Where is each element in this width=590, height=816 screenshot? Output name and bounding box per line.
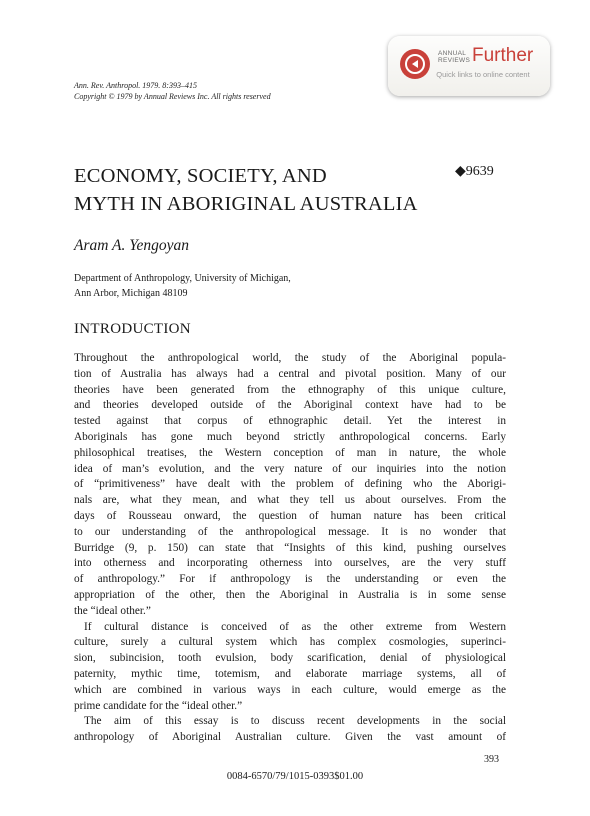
- body-line: culture, surely a cultural system which has complex cosmologies, superinci-: [74, 636, 506, 649]
- footer-code: 0084-6570/79/1015-0393$01.00: [226, 771, 364, 782]
- body-line: Burridge (9, p. 150) can state that “Insights of this kind, pushing ourselves: [74, 541, 506, 554]
- author-affiliation: [74, 271, 291, 301]
- body-line: prime candidate for the “ideal other.”: [74, 699, 243, 712]
- body-line: to our understanding of the anthropological message. It is no wonder that: [74, 525, 506, 538]
- copyright-line: Copyright © 1979 by Annual Reviews Inc. All rights reserved: [74, 92, 271, 101]
- annual-reviews-further-badge[interactable]: [388, 36, 550, 96]
- affiliation-line-2: Ann Arbor, Michigan 48109: [74, 288, 188, 299]
- body-line: appropriation of the other, then the Aboriginal in Australia is in some sense: [74, 588, 506, 601]
- badge-reviews-text: REVIEWS: [438, 57, 471, 64]
- body-line: Throughout the anthropological world, the study of the Aboriginal popula-: [74, 352, 506, 364]
- body-line: of “primitiveness” have dealt with the problem of defining who the Aborigi-: [74, 478, 506, 491]
- article-title: [74, 162, 418, 218]
- body-line: into otherness and incorporating otherness into ourselves, are the very stuff: [74, 557, 506, 570]
- title-line-2: MYTH IN ABORIGINAL AUSTRALIA: [74, 193, 418, 215]
- body-line: days of Rousseau onward, the question of human nature has been critical: [74, 509, 506, 522]
- body-text: [74, 351, 506, 746]
- body-line: of anthropology.” For if anthropology is the understanding or even the: [74, 573, 506, 586]
- body-line: The aim of this essay is to discuss recent developments in the social: [84, 715, 506, 728]
- badge-annual-text: ANNUAL: [438, 50, 467, 57]
- body-line: paternity, mythic time, totemism, and elaborate marriage systems, all of: [74, 667, 506, 680]
- section-heading: INTRODUCTION: [74, 321, 191, 337]
- body-line: tion of Australia has always had a central and pivotal position. Many of our: [74, 367, 506, 380]
- body-line: anthropology of Aboriginal Australian culture. Given the vast amount of: [74, 731, 506, 744]
- body-line: and theories developed outside of the Aboriginal context have had to be: [74, 399, 506, 412]
- body-line: nals are, what they mean, and what they tell us about ourselves. From the: [74, 494, 506, 507]
- body-line: Aboriginals has gone much beyond strictly anthropological concerns. Early: [74, 430, 506, 443]
- page-number: 393: [484, 754, 499, 765]
- title-line-1: ECONOMY, SOCIETY, AND: [74, 165, 327, 187]
- body-line: idea of man’s evolution, and the very nature of our inquiries into the notion: [74, 462, 506, 475]
- body-line: If cultural distance is conceived of as the other extreme from Western: [84, 620, 506, 633]
- body-line: theories have been generated from the ethnography of this unique culture,: [74, 383, 506, 396]
- badge-further-text: Further: [472, 45, 534, 66]
- journal-citation: [74, 80, 271, 102]
- body-line: which are combined in various ways in each culture, would emerge as the: [74, 683, 506, 696]
- body-line: the “ideal other.”: [74, 604, 151, 617]
- author-name: Aram A. Yengoyan: [74, 237, 189, 254]
- citation-line: Ann. Rev. Anthropol. 1979. 8:393–415: [74, 81, 197, 90]
- play-back-icon: [400, 49, 430, 79]
- affiliation-line-1: Department of Anthropology, University of Michigan,: [74, 273, 291, 284]
- body-line: sion, subincision, tooth evulsion, body scarification, denial of physiological: [74, 652, 506, 665]
- badge-subtitle: Quick links to online content: [436, 70, 530, 79]
- body-line: tested against that corpus of ethnographic detail. Yet the interest in: [74, 415, 506, 428]
- article-code: ◆9639: [455, 164, 494, 179]
- body-line: philosophical treatises, the Western conception of man in nature, the whole: [74, 446, 506, 459]
